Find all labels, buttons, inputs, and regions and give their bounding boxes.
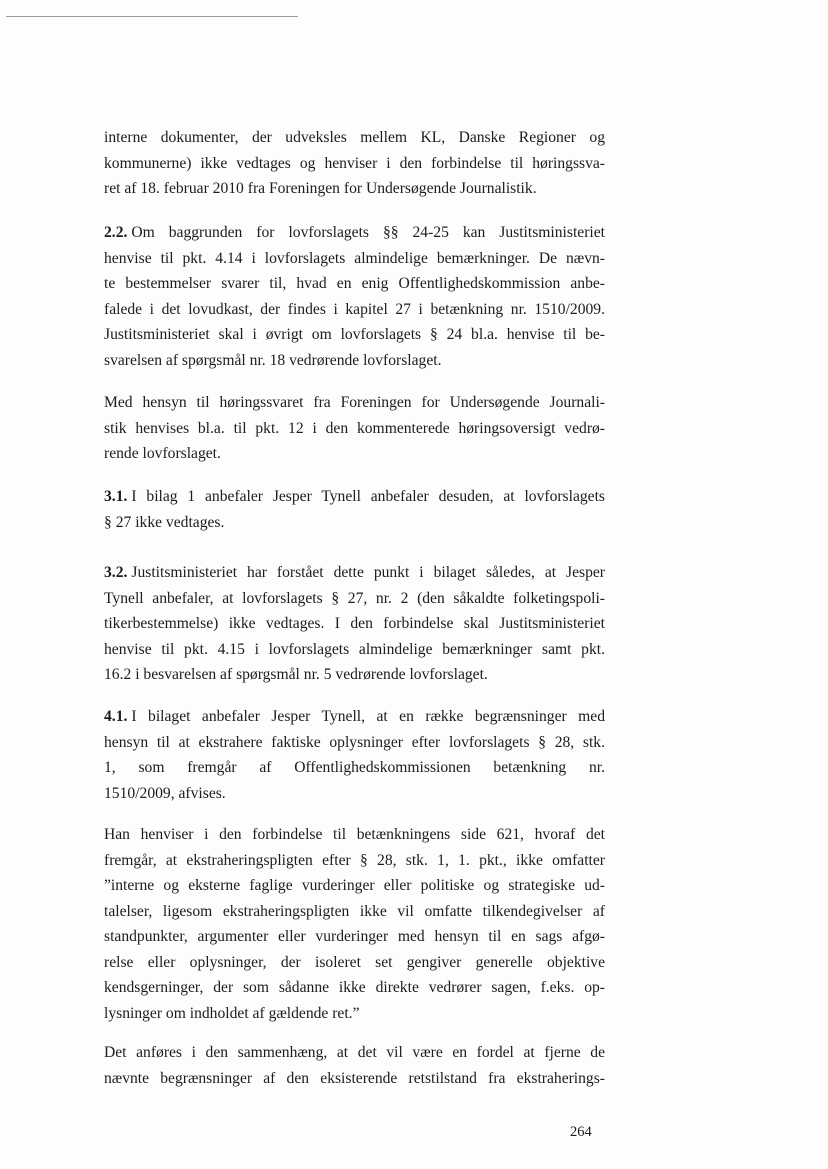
line-text: Justitsministeriet skal i øvrigt om lovforslagets § 24 bl.a. henvise til be- — [104, 326, 605, 343]
line-text: 1, som fremgår af Offentlighedskommissionen betænkning nr. — [104, 759, 605, 776]
paragraph-3-1 — [104, 484, 605, 535]
line-text: kendsgerninger, der som sådanne ikke direkte vedrører sagen, f.eks. op- — [104, 979, 605, 996]
text-line — [104, 246, 605, 272]
text-line — [104, 781, 605, 807]
text-line — [104, 586, 605, 612]
line-text: 16.2 i besvarelsen af spørgsmål nr. 5 vedrørende lovforslaget. — [104, 666, 488, 683]
text-line — [104, 1040, 605, 1066]
text-line — [104, 390, 605, 416]
line-text: Det anføres i den sammenhæng, at det vil være en fordel at fjerne de — [104, 1044, 605, 1061]
text-line — [104, 662, 605, 688]
paragraph-det-anfoeres — [104, 1040, 605, 1091]
paragraph-continuation — [104, 125, 605, 202]
line-text: I bilag 1 anbefaler Jesper Tynell anbefaler desuden, at lovforslagets — [131, 488, 605, 505]
line-text: nævnte begrænsninger af den eksisterende retstilstand fra ekstraherings- — [104, 1069, 605, 1087]
text-line — [104, 484, 605, 510]
text-line — [104, 730, 605, 756]
text-line — [104, 899, 605, 925]
line-text: te bestemmelser svarer til, hvad en enig Offentlighedskommission anbe- — [104, 275, 605, 292]
text-line — [104, 348, 605, 374]
line-text: Han henviser i den forbindelse til betænkningens side 621, hvoraf det — [104, 826, 605, 843]
text-line — [104, 637, 605, 663]
text-line — [104, 924, 605, 950]
line-text: kommunerne) ikke vedtages og henviser i den forbindelse til høringssva- — [104, 154, 605, 172]
text-line — [104, 271, 605, 297]
line-text: henvise til pkt. 4.14 i lovforslagets almindelige bemærkninger. De nævn- — [104, 249, 605, 267]
text-line — [104, 822, 605, 848]
line-text: falede i det lovudkast, der findes i kapitel 27 i betænkning nr. 1510/2009. — [104, 300, 605, 318]
line-text: Tynell anbefaler, at lovforslagets § 27, nr. 2 (den såkaldte folketingspoli- — [104, 589, 605, 607]
text-line — [104, 704, 605, 730]
line-text: relse eller oplysninger, der isoleret set gengiver generelle objektive — [104, 953, 605, 971]
line-text: tikerbestemmelse) ikke vedtages. I den forbindelse skal Justitsministeriet — [104, 615, 605, 632]
line-text: fremgår, at ekstraheringspligten efter § 28, stk. 1, 1. pkt., ikke omfatter — [104, 851, 605, 869]
page-number: 264 — [570, 1124, 592, 1140]
text-line — [104, 1001, 605, 1027]
section-number: 3.2. — [104, 564, 128, 581]
line-text: Med hensyn til høringssvaret fra Foreningen for Undersøgende Journali- — [104, 394, 605, 411]
line-text: interne dokumenter, der udveksles mellem KL, Danske Regioner og — [104, 129, 605, 146]
paragraph-foreningen — [104, 390, 605, 467]
text-line — [104, 611, 605, 637]
text-line — [104, 1066, 605, 1092]
line-text: Om baggrunden for lovforslagets §§ 24-25 kan Justitsministeriet — [131, 224, 605, 241]
line-text: rende lovforslaget. — [104, 445, 221, 462]
text-line — [104, 950, 605, 976]
text-line — [104, 755, 605, 781]
section-number: 4.1. — [104, 708, 128, 725]
top-rule — [6, 16, 298, 17]
text-line — [104, 220, 605, 246]
text-line — [104, 322, 605, 348]
line-text: hensyn til at ekstrahere faktiske oplysninger efter lovforslagets § 28, stk. — [104, 733, 605, 751]
text-line — [104, 873, 605, 899]
text-line — [104, 848, 605, 874]
text-line — [104, 441, 605, 467]
paragraph-4-1 — [104, 704, 605, 806]
paragraph-2-2 — [104, 220, 605, 373]
paragraph-han-henviser — [104, 822, 605, 1026]
line-text: I bilaget anbefaler Jesper Tynell, at en række begrænsninger med — [131, 708, 605, 725]
text-line — [104, 125, 605, 151]
line-text: talelser, ligesom ekstraheringspligten ikke vil omfatte tilkendegivelser af — [104, 902, 605, 920]
text-line — [104, 416, 605, 442]
line-text: ”interne og eksterne faglige vurderinger eller politiske og strategiske ud- — [104, 877, 605, 894]
line-text: lysninger om indholdet af gældende ret.” — [104, 1004, 360, 1022]
line-text: stik henvises bl.a. til pkt. 12 i den kommenterede høringsoversigt vedrø- — [104, 419, 605, 437]
text-line — [104, 151, 605, 177]
line-text: henvise til pkt. 4.15 i lovforslagets almindelige bemærkninger samt pkt. — [104, 640, 605, 658]
section-number: 3.1. — [104, 488, 128, 505]
text-line — [104, 510, 605, 536]
line-text: § 27 ikke vedtages. — [104, 513, 225, 531]
text-line — [104, 560, 605, 586]
section-number: 2.2. — [104, 224, 128, 241]
paragraph-3-2 — [104, 560, 605, 688]
line-text: ret af 18. februar 2010 fra Foreningen for Undersøgende Journalistik. — [104, 180, 537, 197]
line-text: Justitsministeriet har forstået dette punkt i bilaget således, at Jesper — [131, 564, 605, 581]
text-line — [104, 176, 605, 202]
line-text: svarelsen af spørgsmål nr. 18 vedrørende lovforslaget. — [104, 351, 442, 369]
text-line — [104, 297, 605, 323]
line-text: standpunkter, argumenter eller vurderinger med hensyn til en sags afgø- — [104, 928, 605, 945]
text-line — [104, 975, 605, 1001]
line-text: 1510/2009, afvises. — [104, 784, 226, 802]
